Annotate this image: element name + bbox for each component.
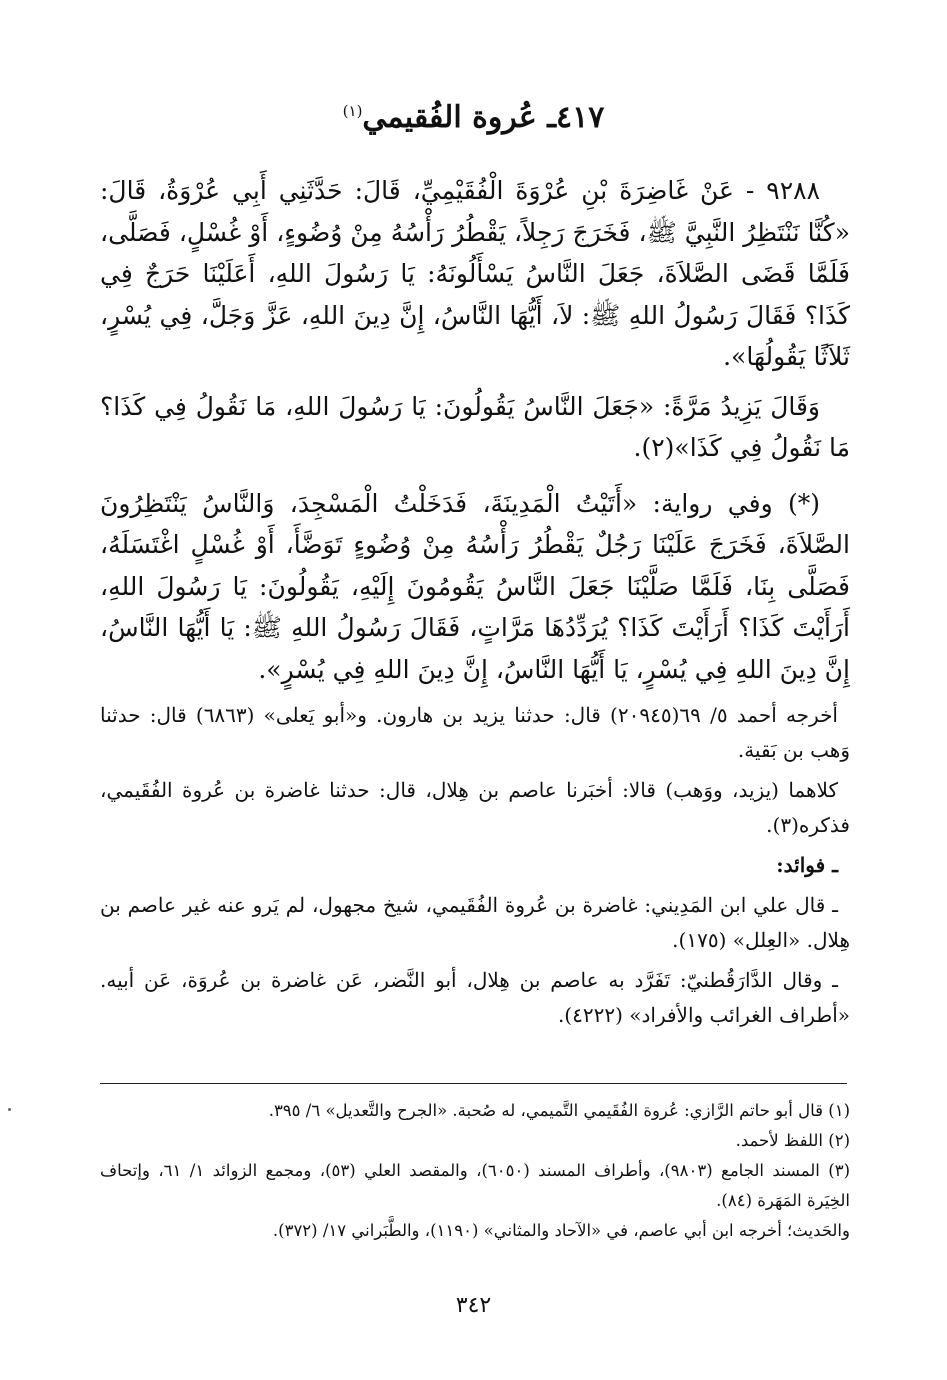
footnotes <box>100 1096 850 1246</box>
chapter-title <box>0 100 947 135</box>
footnote-3: (٣) المسند الجامع (٩٨٠٣)، وأطراف المسند (٦٠٥٠)، والمقصد العلي (٥٣)، ومجمع الزوائد ١/ ٦١، وإتحاف الخِيَرة المَهَرة (٨٤). <box>100 1161 851 1210</box>
fawaid-note-ibn-madini: ـ قال علي ابن المَدِيني: غاضرة بن عُروة الفُقَيمي، شيخ مجهول، لم يَرو عنه غير عاصم بن هِلال. «العِلل» (١٧٥). <box>100 893 850 952</box>
main-text <box>100 170 850 1038</box>
hadith-9288-paragraph: ٩٢٨٨ - عَنْ غَاضِرَةَ بْنِ عُرْوَةَ الْفُقَيْمِيِّ، قَالَ: حَدَّثَنِي أَبِي عُرْوَةُ، قَالَ: «كُنَّا نَنْتَظِرُ النَّبِيَّ ﷺ، فَخَرَجَ رَجِلاً، يَقْطُرُ رَأْسُهُ مِنْ وُضُوءٍ، أَوْ غُسْلٍ، فَصَلَّى، فَلَمَّا قَضَى الصَّلاَةَ، جَعَلَ النَّاسُ يَسْأَلُونَهُ: يَا رَسُولَ اللهِ، أَعَلَيْنَا حَرَجٌ فِي كَذَا؟ فَقَالَ رَسُولُ اللهِ ﷺ: لاَ، أَيُّهَا النَّاسُ، إِنَّ دِينَ اللهِ، عَزَّ وَجَلَّ، فِي يُسْرٍ، ثَلاَثًا يَقُولُهَا». <box>100 176 850 371</box>
takhrij-chain: كلاهما (يزيد، ووَهب) قالا: أخبَرنا عاصم بن هِلال، قال: حدثنا غاضرة بن عُروة الفُقَيمي، فذكره(٣). <box>100 778 850 837</box>
hadith-alternate-narration: (*) وفي رواية: «أَتَيْتُ الْمَدِينَةَ، فَدَخَلْتُ الْمَسْجِدَ، وَالنَّاسُ يَنْتَظِرُونَ الصَّلاَةَ، فَخَرَجَ عَلَيْنَا رَجُلٌ يَقْطُرُ رَأْسُهُ مِنْ وُضُوءٍ تَوَضَّأَ، أَوْ غُسْلٍ اغْتَسَلَهُ، فَصَلَّى بِنَا، فَلَمَّا صَلَّيْنَا جَعَلَ النَّاسُ يَقُومُونَ إِلَيْهِ، يَقُولُونَ: يَا رَسُولَ اللهِ، أَرَأَيْتَ كَذَا؟ أَرَأَيْتَ كَذَا؟ يُرَدِّدُهَا مَرَّاتٍ، فَقَالَ رَسُولُ اللهِ ﷺ: يَا أَيُّهَا النَّاسُ، إِنَّ دِينَ اللهِ فِي يُسْرٍ، يَا أَيُّهَا النَّاسُ، إِنَّ دِينَ اللهِ فِي يُسْرٍ». <box>100 488 850 684</box>
chapter-title-text: ٤١٧ـ عُروة الفُقيمي <box>362 100 605 135</box>
fawaid-section <box>100 848 850 1033</box>
page-number: ٣٤٢ <box>455 1293 492 1318</box>
footnote-separator <box>100 1083 847 1084</box>
footnote-2: (٢) اللفظ لأحمد. <box>735 1131 850 1150</box>
fawaid-note-daraqutni: ـ وقال الدَّارَقُطنيّ: تَفَرَّد به عاصم بن هِلال، أبو النَّضر، عَن غاضرة بن عُروَة، عَن أبيه. «أطراف الغرائب والأفراد» (٤٢٢٢). <box>100 968 850 1027</box>
scan-speck <box>8 1108 11 1111</box>
hadith-yazid-variant: وَقَالَ يَزِيدُ مَرَّةً: «جَعَلَ النَّاسُ يَقُولُونَ: يَا رَسُولَ اللهِ، مَا نَقُولُ فِي كَذَا؟ مَا نَقُولُ فِي كَذَا»(٢). <box>100 391 850 462</box>
footnote-1: (١) قال أبو حاتم الرَّازي: عُروة الفُقَيمي التَّميمي، له صُحبة. «الجرح والتَّعديل» ٦/ ٣٩٥. <box>268 1101 850 1120</box>
fawaid-heading: ـ فوائد: <box>776 853 838 877</box>
chapter-footnote-ref: (١) <box>342 102 363 120</box>
takhrij-sources: أخرجه أحمد ٥/ ٦٩(٢٠٩٤٥) قال: حدثنا يزيد بن هارون. و«أبو يَعلى» (٦٨٦٣) قال: حدثنا وَهب بن بَقية. <box>100 703 850 762</box>
footnote-3-continuation: والحَديث؛ أخرجه ابن أبي عاصم، في «الآحاد والمثاني» (١١٩٠)، والطَّبَراني ١٧/ (٣٧٢). <box>272 1221 850 1240</box>
